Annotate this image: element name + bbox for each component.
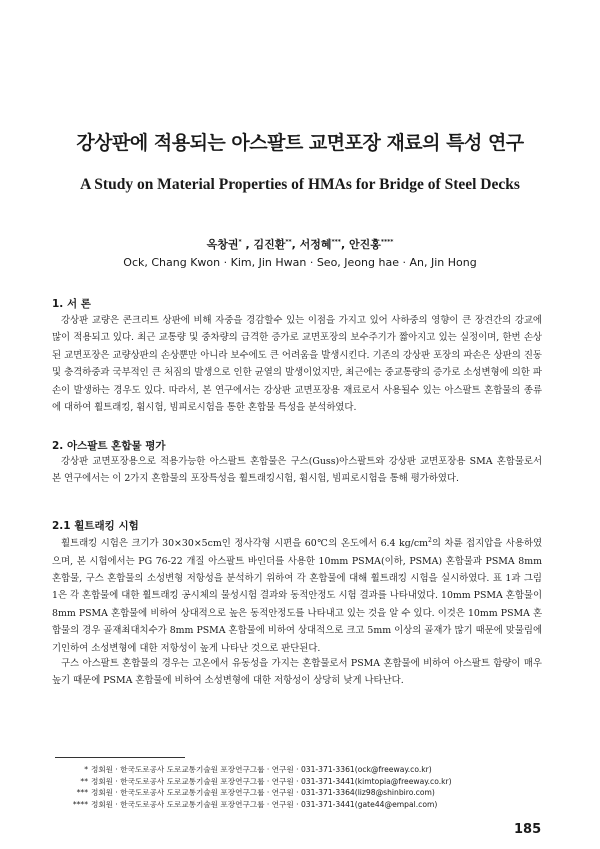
page-number: 185 [514,822,542,837]
footnote-divider [55,757,185,758]
footnote [60,787,530,799]
paragraph-evaluation [52,453,542,488]
footnote-mark: ** [80,776,88,786]
author-name: 김진환 [253,238,286,251]
paragraph-introduction [52,312,542,416]
paragraph-text: 강상판 교량은 콘크리트 상판에 비해 자중을 경감할수 있는 이점을 가지고 있어 사하중의 영향이 큰 장견간의 강교에 많이 적용되고 있다. 최근 교통량 및 중차량의 급격한 증가로 교면포장의 보수주기가 짧아지고 있는 실정이며, 한번 손상된 교면포장은 교량상판의 손상뿐만 아니라 보수에도 큰 어려움을 발생시킨다. 기존의 강상판 포장의 파손은 상판의 진동 및 충격하중과 국부적인 큰 처짐의 발생으로 인한 균열의 발생이었지만, 최근에는 중교통량의 증가로 소성변형에 의한 파손이 발생하는 경우도 있다. 따라서, 본 연구에서는 강상판 교면포장용 재료로서 사용될수 있는 아스팔트 혼합물의 종류에 대하여 휠트래킹, 휨시험, 빔피로시험을 통한 혼합물 특성을 분석하였다. [52,315,542,414]
footnote-mark: * [84,765,88,774]
footnote-text: 정회원 · 한국도로공사 도로교통기술원 포장연구그룹 · 연구원 · 031-371-3441(gate44@empal.com) [91,799,438,809]
paragraph-text: 휠트래킹 시험은 크기가 30×30×5cm인 정사각형 시편을 60℃의 온도에서 6.4 kg/cm [61,538,428,550]
author-mark: * [238,238,242,246]
footnote [60,776,530,788]
footnote-text: 정회원 · 한국도로공사 도로교통기술원 포장연구그룹 · 연구원 · 031-371-3441(kimtopia@freeway.co.kr) [91,776,452,786]
footnotes [60,764,530,810]
author-mark: **** [380,238,394,246]
footnote-text: 정회원 · 한국도로공사 도로교통기술원 포장연구그룹 · 연구원 · 031-371-3364(liz98@shinbiro.com) [91,788,435,798]
section-heading-wheel-tracking: 2.1 휠트래킹 시험 [52,520,139,532]
section-heading-introduction: 1. 서 론 [52,298,91,310]
authors-english: Ock, Chang Kwon · Kim, Jin Hwan · Seo, Jeong hae · An, Jin Hong [123,256,477,269]
author-name: 안진홍 [348,238,381,251]
paragraph-text: 의 차륜 접지압을 사용하였으며, 본 시험에서는 PG 76-22 개질 아스팔트 바인더를 사용한 10mm PSMA(이하, PSMA) 혼합물과 PSMA 8mm 혼합물, 구스 혼합물의 소성변형 저항성을 분석하기 위하여 각 혼합물에 대해 휠트래킹 시험을 실시하였다. 표 1과 그림 1은 각 혼합물에 대한 휠트래킹 공시체의 물성시험 결과와 동적안정도 시험 결과를 나타내었다. 10mm PSMA 혼합물이 8mm PSMA 혼합물에 비하여 상대적으로 높은 동적안정도를 나타내고 있는 것을 알 수 있다. 이것은 10mm PSMA 혼합물의 경우 골재최대치수가 8mm PSMA 혼합물에 비하여 상대적으로 크고 5mm 이상의 골재가 많기 때문에 맞물림에 기인하여 소성변형에 대한 저항성이 높게 나타난 것으로 판단된다. [52,538,542,654]
footnote-text: 정회원 · 한국도로공사 도로교통기술원 포장연구그룹 · 연구원 · 031-371-3361(ock@freeway.co.kr) [91,765,432,774]
footnote [60,764,530,776]
paragraph-wheel-tracking [52,532,542,657]
author-name: 옥창권 [206,238,239,251]
paragraph-guss [52,655,542,690]
title-english: A Study on Material Properties of HMAs for Bridge of Steel Decks [80,176,520,193]
authors-korean: 옥창권* , 김진환**, 서정혜***, 안진홍**** [206,238,394,251]
footnote-mark: *** [76,788,88,798]
footnote [60,799,530,811]
author-mark: *** [331,238,341,246]
author-mark: ** [285,238,292,246]
title-korean: 강상판에 적용되는 아스팔트 교면포장 재료의 특성 연구 [76,132,524,154]
superscript: 2 [428,537,432,544]
section-heading-evaluation: 2. 아스팔트 혼합물 평가 [52,440,166,452]
author-name: 서정혜 [299,238,332,251]
paragraph-text: 구스 아스팔트 혼합물의 경우는 고온에서 유동성을 가지는 혼합물로서 PSMA 혼합물에 비하여 아스팔트 함량이 매우 높기 때문에 PSMA 혼합물에 비하여 소성변형에 대한 저항성이 상당히 낮게 나타난다. [52,658,542,687]
paragraph-text: 강상판 교면포장용으로 적용가능한 아스팔트 혼합물은 구스(Guss)아스팔트와 강상판 교면포장용 SMA 혼합물로서 본 연구에서는 이 2가지 혼합물의 포장특성을 휠트래킹시험, 휨시험, 빔피로시험을 통해 평가하였다. [52,456,542,485]
footnote-mark: **** [72,799,88,809]
